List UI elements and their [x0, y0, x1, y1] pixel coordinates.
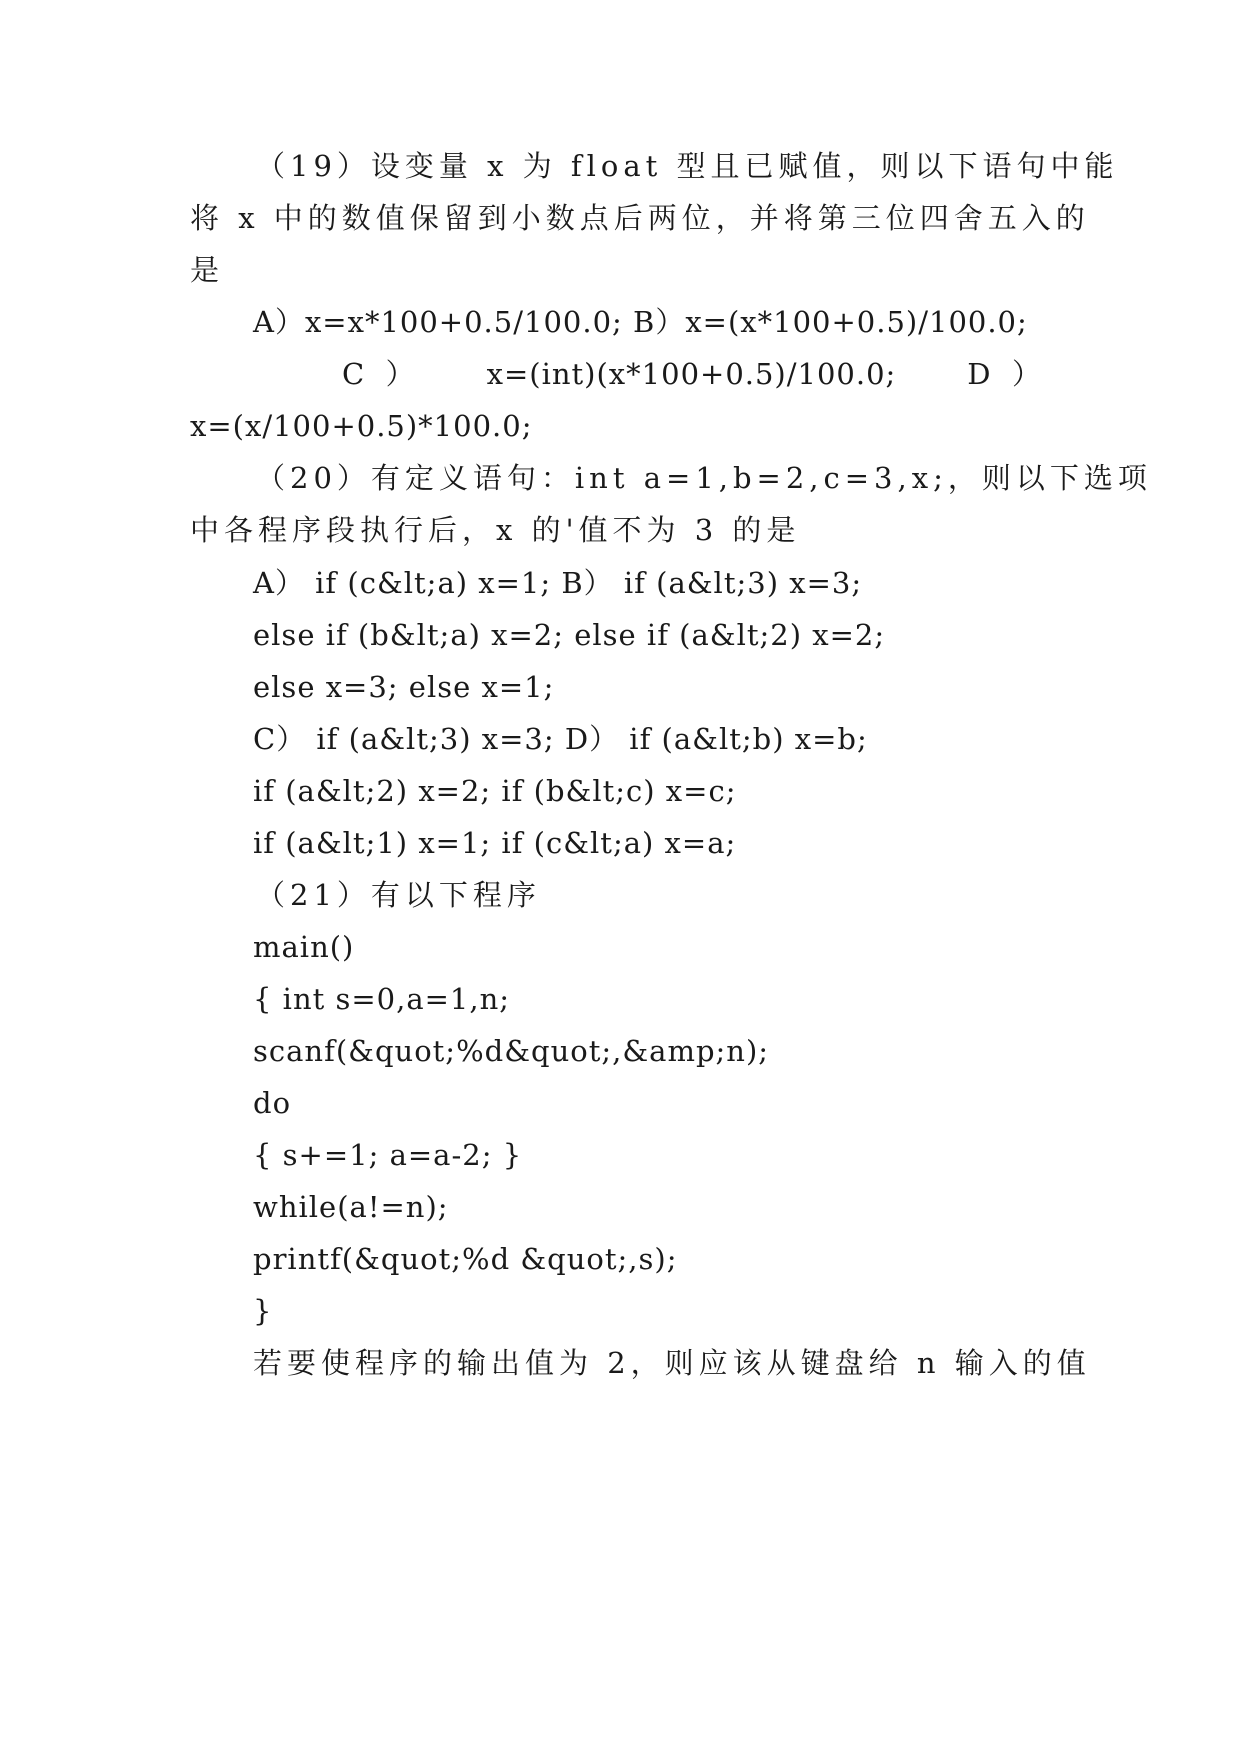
q21-line-1: （21）有以下程序 — [256, 878, 541, 912]
q20-line-1: （20）有定义语句：int a=1,b=2,c=3,x;，则以下选项 — [256, 461, 1152, 495]
q21-code-line: printf(&quot;%d &quot;,s); — [253, 1242, 678, 1276]
q19-options-ab: A）x=x*100+0.5/100.0; B）x=(x*100+0.5)/100.0; — [253, 305, 1028, 339]
q21-code-line: main() — [253, 930, 355, 964]
q19-line-1: （19）设变量 x 为 float 型且已赋值，则以下语句中能 — [256, 149, 1119, 183]
q20-code-line: C） if (a&lt;3) x=3; D） if (a&lt;b) x=b; — [253, 722, 868, 756]
q19-options-cd-row — [342, 354, 1042, 394]
q20-code-line: if (a&lt;2) x=2; if (b&lt;c) x=c; — [253, 774, 737, 808]
q21-code-line: { int s=0,a=1,n; — [253, 982, 511, 1016]
q21-code-line: } — [253, 1294, 273, 1328]
q21-code-line: do — [253, 1086, 292, 1120]
q19-option-c-label: C ） — [342, 357, 416, 391]
q19-option-d-label: D ） — [967, 357, 1042, 391]
q19-option-d-code: x=(x/100+0.5)*100.0; — [190, 409, 533, 443]
q19-line-3: 是 — [190, 253, 225, 287]
q19-option-c-code: x=(int)(x*100+0.5)/100.0; — [486, 357, 897, 391]
q20-code-line: else x=3; else x=1; — [253, 670, 555, 704]
q20-code-line: if (a&lt;1) x=1; if (c&lt;a) x=a; — [253, 826, 737, 860]
q21-code-line: scanf(&quot;%d&quot;,&amp;n); — [253, 1034, 770, 1068]
q20-code-line: A） if (c&lt;a) x=1; B） if (a&lt;3) x=3; — [253, 566, 863, 600]
q21-question: 若要使程序的输出值为 2，则应该从键盘给 n 输入的值 — [253, 1346, 1091, 1380]
q21-code-line: { s+=1; a=a-2; } — [253, 1138, 523, 1172]
q20-line-2: 中各程序段执行后，x 的'值不为 3 的是 — [190, 513, 801, 547]
q21-code-line: while(a!=n); — [253, 1190, 449, 1224]
q19-line-2: 将 x 中的数值保留到小数点后两位，并将第三位四舍五入的 — [190, 201, 1090, 235]
q20-code-line: else if (b&lt;a) x=2; else if (a&lt;2) x=2; — [253, 618, 886, 652]
